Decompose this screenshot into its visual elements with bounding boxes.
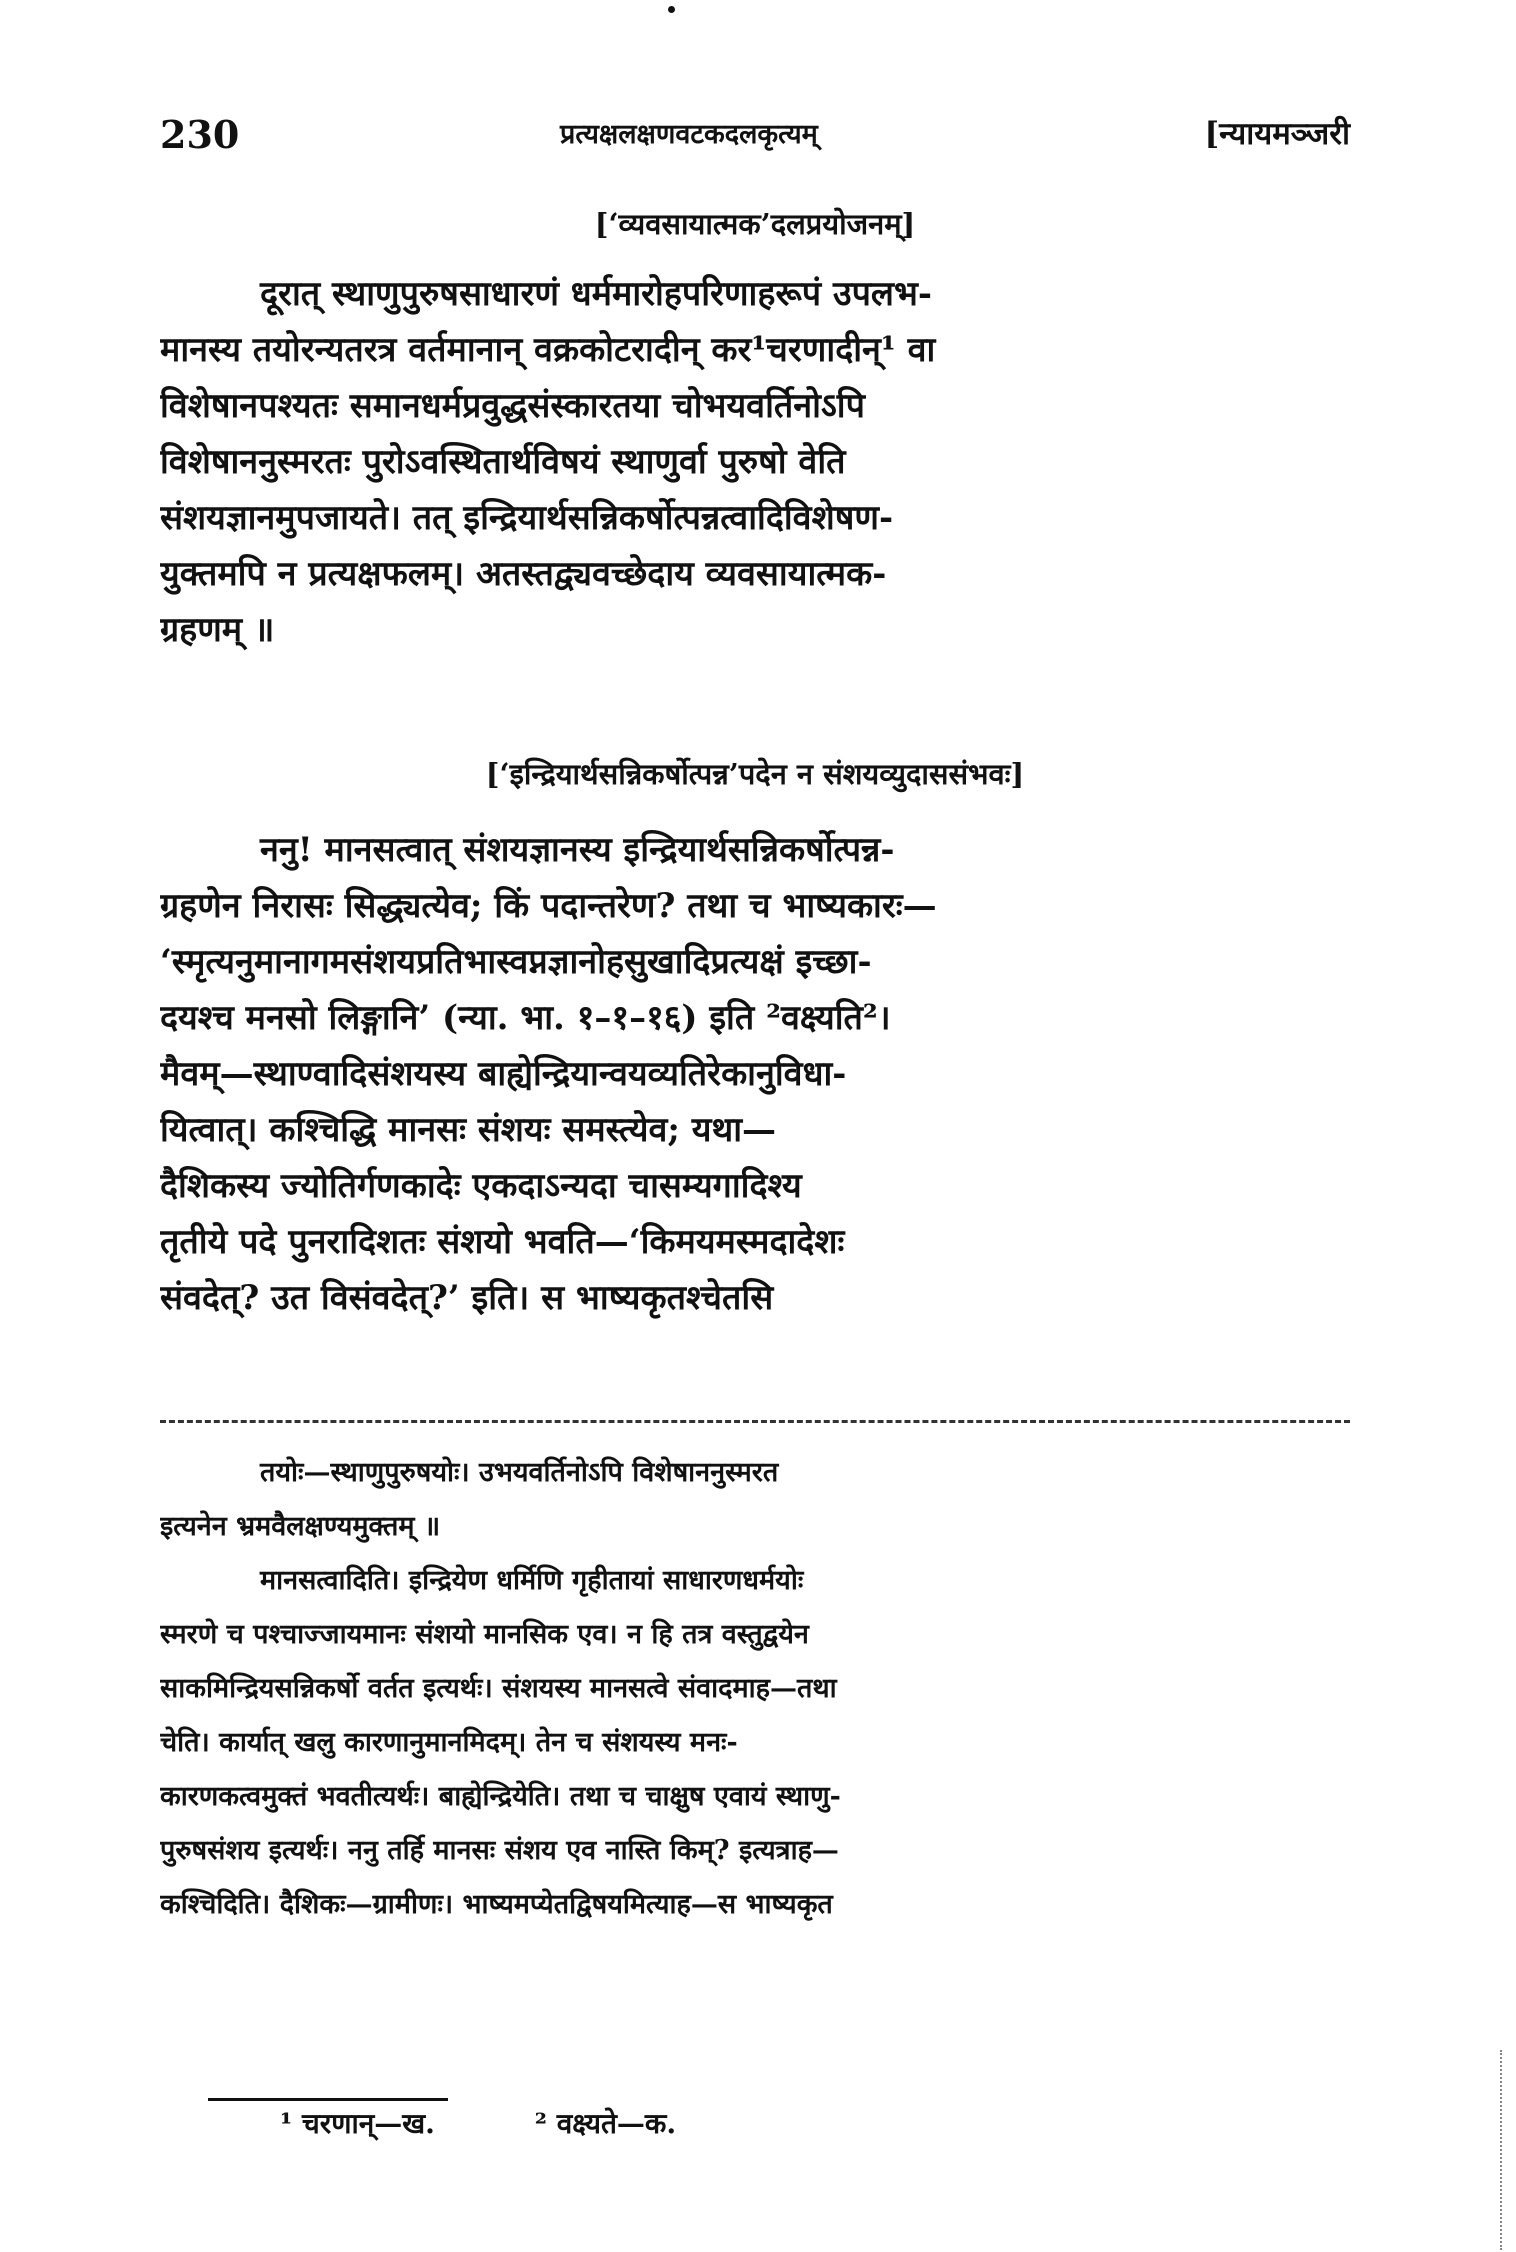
footnote-1: ¹ चरणान्—ख. — [280, 2107, 435, 2140]
text-line: ग्रहणम् ॥ — [160, 610, 275, 650]
footnotes — [280, 2104, 766, 2142]
running-book-title: [न्यायमञ्जरी — [1204, 116, 1350, 152]
text-line: संवदेत्? उत विसंवदेत्?’ इति। स भाष्यकृतश्चेतसि — [160, 1278, 774, 1318]
text-line: ‘स्मृत्यनुमानागमसंशयप्रतिभास्वप्नज्ञानोहसुखादिप्रत्यक्षं इच्छा- — [160, 942, 872, 982]
commentary-line: चेति। कार्यात् खलु कारणानुमानमिदम्। तेन च संशयस्य मनः- — [160, 1727, 738, 1758]
commentary-line: कारणकत्वमुक्तं भवतीत्यर्थः। बाह्येन्द्रियेति। तथा च चाक्षुष एवायं स्थाणु- — [160, 1781, 841, 1812]
commentary-line: कश्चिदिति। दैशिकः—ग्रामीणः। भाष्यमप्येतद्विषयमित्याह—स भाष्यकृत — [160, 1889, 833, 1920]
page-number: 230 — [160, 112, 240, 157]
commentary-line: मानसत्वादिति। इन्द्रियेण धर्मिणि गृहीतायां साधारणधर्मयोः — [260, 1565, 804, 1596]
top-dot-mark — [668, 6, 675, 13]
section-2-text — [160, 822, 1350, 1326]
text-line: दैशिकस्य ज्योतिर्गणकादेः एकदाऽन्यदा चासम्यगादिश्य — [160, 1166, 802, 1206]
text-line: यित्वात्। कश्चिद्धि मानसः संशयः समस्त्येव; यथा— — [160, 1110, 777, 1150]
commentary-separator — [160, 1420, 1350, 1423]
text-line: ननु! मानसत्वात् संशयज्ञानस्य इन्द्रियार्थसन्निकर्षोत्पन्न- — [260, 830, 895, 870]
commentary-line: साकमिन्द्रियसन्निकर्षो वर्तत इत्यर्थः। संशयस्य मानसत्वे संवादमाह—तथा — [160, 1673, 837, 1704]
commentary-line: स्मरणे च पश्चाज्जायमानः संशयो मानसिक एव। न हि तत्र वस्तुद्वयेन — [160, 1619, 809, 1650]
text-line: युक्तमपि न प्रत्यक्षफलम्। अतस्तद्व्यवच्छेदाय व्यवसायात्मक- — [160, 554, 887, 594]
text-line: तृतीये पदे पुनरादिशतः संशयो भवति—‘किमयमस्मदादेशः — [160, 1222, 845, 1262]
page-header — [160, 112, 1350, 162]
commentary-text — [160, 1446, 1350, 1932]
text-line: मानस्य तयोरन्यतरत्र वर्तमानान् वक्रकोटरादीन् कर¹चरणादीन्¹ वा — [160, 330, 936, 370]
section-heading-2: [‘इन्द्रियार्थसन्निकर्षोत्पन्न’पदेन न संशयव्युदाससंभवः] — [485, 757, 1025, 791]
section-heading-1: [‘व्यवसायात्मक’दलप्रयोजनम्] — [594, 207, 916, 241]
text-line: विशेषानपश्यतः समानधर्मप्रवुद्धसंस्कारतया चोभयवर्तिनोऽपि — [160, 386, 865, 426]
scan-edge-mark — [1500, 2050, 1506, 2250]
text-line: दूरात् स्थाणुपुरुषसाधारणं धर्ममारोहपरिणाहरूपं उपलभ- — [260, 274, 932, 314]
running-title: प्रत्यक्षलक्षणवटकदलकृत्यम् — [560, 119, 818, 150]
commentary-line: इत्यनेन भ्रमवैलक्षण्यमुक्तम् ॥ — [160, 1511, 441, 1542]
section-1-text — [160, 266, 1350, 658]
text-line: दयश्च मनसो लिङ्गानि’ (न्या. भा. १–१–१६) इति ²वक्ष्यति²। — [160, 998, 891, 1038]
commentary-line: तयोः—स्थाणुपुरुषयोः। उभयवर्तिनोऽपि विशेषाननुस्मरत — [260, 1457, 779, 1488]
text-line: मैवम्—स्थाण्वादिसंशयस्य बाह्येन्द्रियान्वयव्यतिरेकानुविधा- — [160, 1054, 847, 1094]
text-line: विशेषाननुस्मरतः पुरोऽवस्थितार्थविषयं स्थाणुर्वा पुरुषो वेति — [160, 442, 846, 482]
footnote-rule — [208, 2098, 448, 2101]
footnote-2: ² वक्ष्यते—क. — [534, 2107, 677, 2140]
text-line: संशयज्ञानमुपजायते। तत् इन्द्रियार्थसन्निकर्षोत्पन्नत्वादिविशेषण- — [160, 498, 894, 538]
text-line: ग्रहणेन निरासः सिद्ध्यत्येव; किं पदान्तरेण? तथा च भाष्यकारः— — [160, 886, 937, 926]
commentary-line: पुरुषसंशय इत्यर्थः। ननु तर्हि मानसः संशय एव नास्ति किम्? इत्यत्राह— — [160, 1835, 839, 1866]
